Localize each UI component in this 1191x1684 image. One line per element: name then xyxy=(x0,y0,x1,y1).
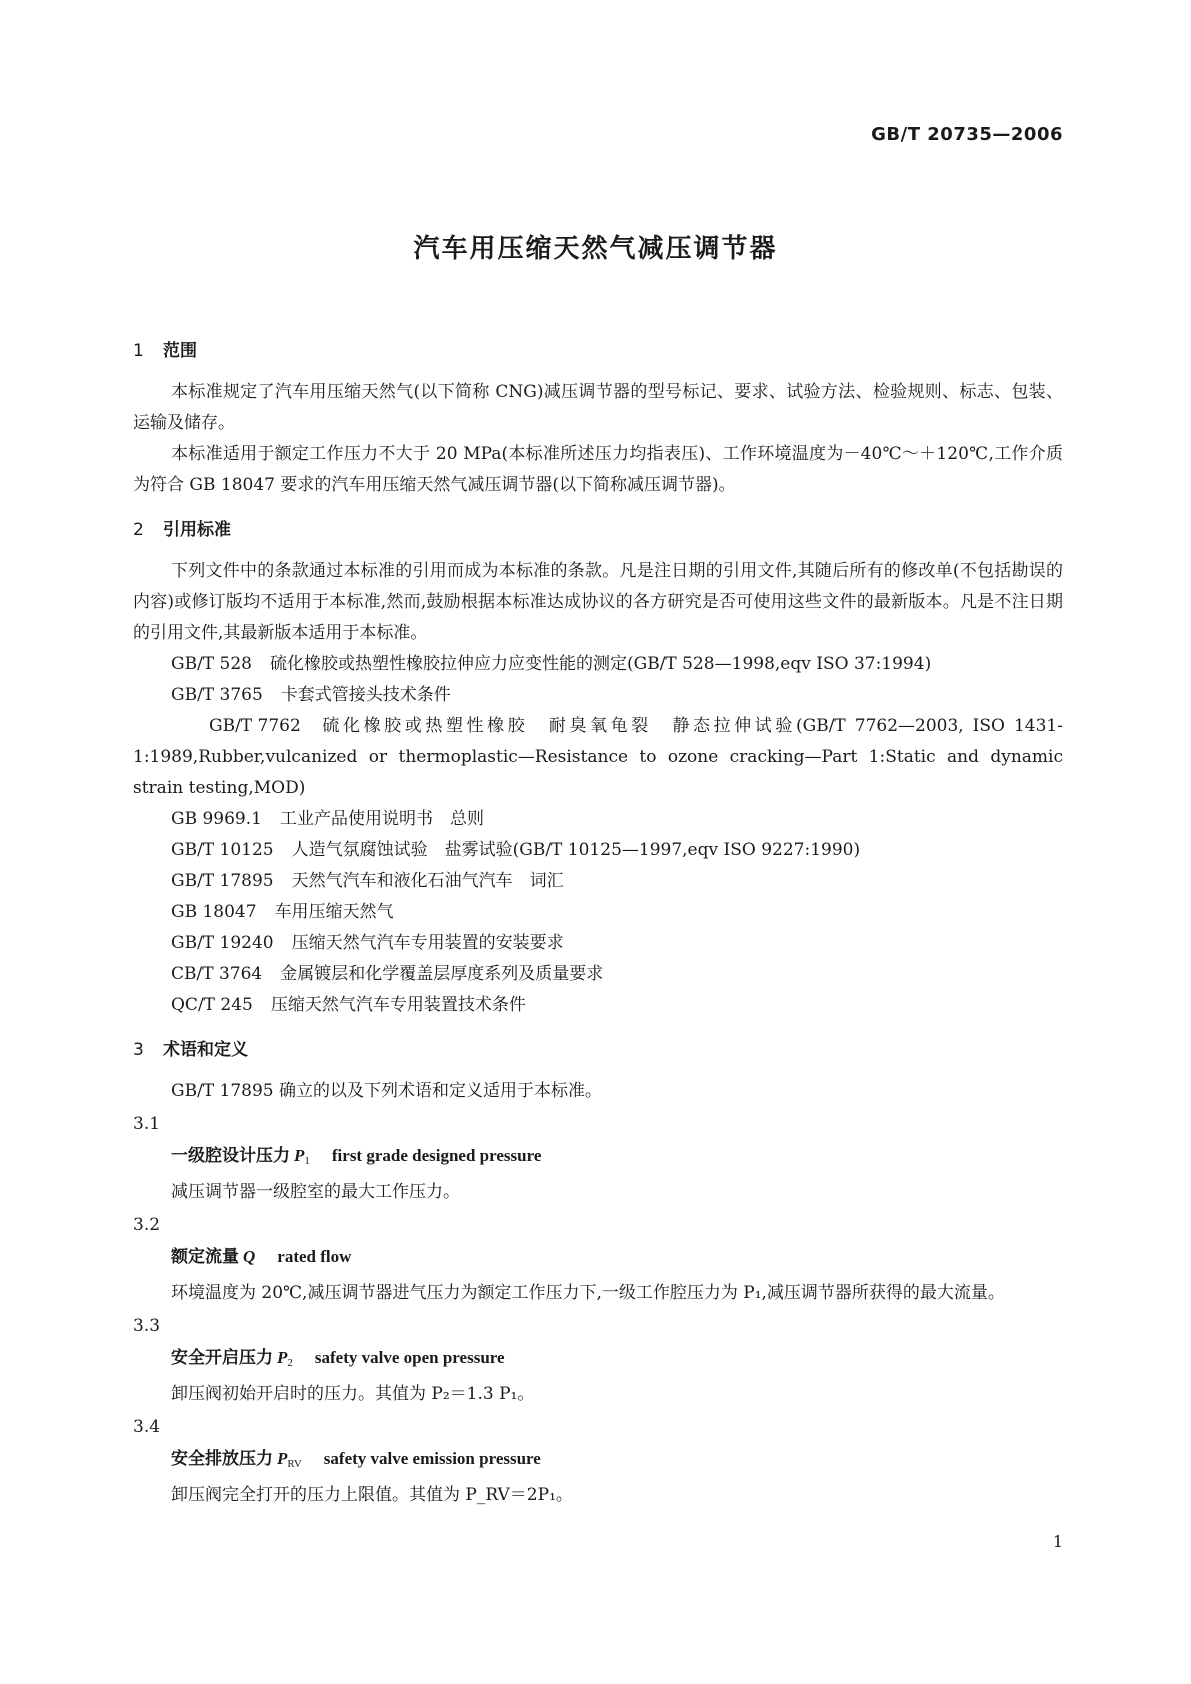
section-number: 1 xyxy=(133,341,144,361)
reference-title: 天然气汽车和液化石油气汽车 词汇 xyxy=(291,871,564,891)
term-english: rated flow xyxy=(277,1247,352,1266)
section-number: 2 xyxy=(133,520,144,540)
reference-code: GB/T 528 xyxy=(171,654,252,674)
paragraph: 本标准规定了汽车用压缩天然气(以下简称 CNG)减压调节器的型号标记、要求、试验方法、检验规则、标志、包装、运输及储存。 xyxy=(133,382,1063,433)
reference-code: GB/T 10125 xyxy=(171,840,274,860)
section-heading xyxy=(133,1035,1063,1066)
section-number: 3 xyxy=(133,1040,144,1060)
reference-item xyxy=(171,866,1063,897)
reference-code: GB 9969.1 xyxy=(171,809,262,829)
reference-title: 车用压缩天然气 xyxy=(274,902,394,922)
term-symbol: Q xyxy=(243,1247,256,1266)
reference-item xyxy=(171,835,1063,866)
reference-item xyxy=(171,959,1063,990)
section-heading xyxy=(133,515,1063,546)
term-symbol: P xyxy=(294,1146,305,1165)
reference-code: GB/T 17895 xyxy=(171,871,274,891)
reference-code: GB/T 19240 xyxy=(171,933,274,953)
reference-item xyxy=(171,804,1063,835)
term-chinese: 安全排放压力 xyxy=(171,1449,273,1469)
term-heading xyxy=(171,1443,1063,1480)
reference-code: QC/T 245 xyxy=(171,995,253,1015)
term-heading xyxy=(171,1241,1063,1278)
reference-title: 硫化橡胶或热塑性橡胶拉伸应力应变性能的测定(GB/T 528—1998,eqv ISO 37:1994) xyxy=(270,654,932,674)
term-english: first grade designed pressure xyxy=(331,1146,542,1165)
reference-title: 硫化橡胶或热塑性橡胶 耐臭氧龟裂 静态拉伸试验(GB/T 7762—2003, ISO 1431-1:1989,Rubber,vulcanized or thermoplastic—Resistance to ozone cracking—Part 1:Static and dynamic strain testing,MOD) xyxy=(133,716,1063,798)
term-heading xyxy=(171,1140,1063,1177)
term-chinese: 额定流量 xyxy=(171,1247,239,1267)
term-symbol-subscript: 1 xyxy=(304,1155,310,1167)
term-english: safety valve open pressure xyxy=(314,1348,505,1367)
term-number: 3.3 xyxy=(133,1316,161,1336)
document-title: 汽车用压缩天然气减压调节器 xyxy=(413,234,778,264)
reference-item xyxy=(171,649,1063,680)
term-number: 3.1 xyxy=(133,1114,161,1134)
term-chinese: 安全开启压力 xyxy=(171,1348,273,1368)
reference-item xyxy=(171,990,1063,1021)
term-symbol: P xyxy=(277,1449,288,1468)
term-heading xyxy=(171,1342,1063,1379)
section-title: 引用标准 xyxy=(163,520,231,540)
term-symbol-subscript: 2 xyxy=(287,1357,293,1369)
page-number: 1 xyxy=(1052,1532,1063,1551)
term-symbol: P xyxy=(277,1348,288,1367)
reference-title: 压缩天然气汽车专用装置的安装要求 xyxy=(291,933,564,953)
reference-title: 卡套式管接头技术条件 xyxy=(280,685,451,705)
reference-title: 金属镀层和化学覆盖层厚度系列及质量要求 xyxy=(280,964,604,984)
term-chinese: 一级腔设计压力 xyxy=(171,1146,290,1166)
paragraph: 下列文件中的条款通过本标准的引用而成为本标准的条款。凡是注日期的引用文件,其随后所有的修改单(不包括勘误的内容)或修订版均不适用于本标准,然而,鼓励根据本标准达成协议的各方研究是否可使用这些文件的最新版本。凡是不注日期的引用文件,其最新版本适用于本标准。 xyxy=(133,561,1063,643)
reference-item xyxy=(171,928,1063,959)
reference-code: CB/T 3764 xyxy=(171,964,263,984)
term-definition: 减压调节器一级腔室的最大工作压力。 xyxy=(171,1182,460,1202)
section-heading xyxy=(133,336,1063,367)
reference-code: GB/T 7762 xyxy=(209,716,301,736)
reference-title: 人造气氛腐蚀试验 盐雾试验(GB/T 10125—1997,eqv ISO 9227:1990) xyxy=(291,840,861,860)
reference-code: GB/T 3765 xyxy=(171,685,263,705)
term-number: 3.2 xyxy=(133,1215,161,1235)
reference-item xyxy=(133,711,1063,804)
section-title: 术语和定义 xyxy=(163,1040,248,1060)
paragraph: 本标准适用于额定工作压力不大于 20 MPa(本标准所述压力均指表压)、工作环境温度为－40℃～＋120℃,工作介质为符合 GB 18047 要求的汽车用压缩天然气减压调节器(以下简称减压调节器)。 xyxy=(133,444,1063,495)
paragraph: GB/T 17895 确立的以及下列术语和定义适用于本标准。 xyxy=(171,1081,603,1101)
reference-title: 工业产品使用说明书 总则 xyxy=(279,809,484,829)
term-definition: 卸压阀完全打开的压力上限值。其值为 P_RV＝2P₁。 xyxy=(171,1485,573,1505)
reference-title: 压缩天然气汽车专用装置技术条件 xyxy=(270,995,526,1015)
standard-number: GB/T 20735—2006 xyxy=(871,124,1063,145)
document-body xyxy=(133,322,1063,1511)
reference-code: GB 18047 xyxy=(171,902,257,922)
term-symbol-subscript: RV xyxy=(287,1458,302,1470)
term-english: safety valve emission pressure xyxy=(323,1449,541,1468)
reference-item xyxy=(171,897,1063,928)
reference-item xyxy=(171,680,1063,711)
term-definition: 卸压阀初始开启时的压力。其值为 P₂＝1.3 P₁。 xyxy=(171,1384,535,1404)
section-title: 范围 xyxy=(163,341,197,361)
term-number: 3.4 xyxy=(133,1417,161,1437)
term-definition: 环境温度为 20℃,减压调节器进气压力为额定工作压力下,一级工作腔压力为 P₁,减压调节器所获得的最大流量。 xyxy=(171,1283,1005,1303)
